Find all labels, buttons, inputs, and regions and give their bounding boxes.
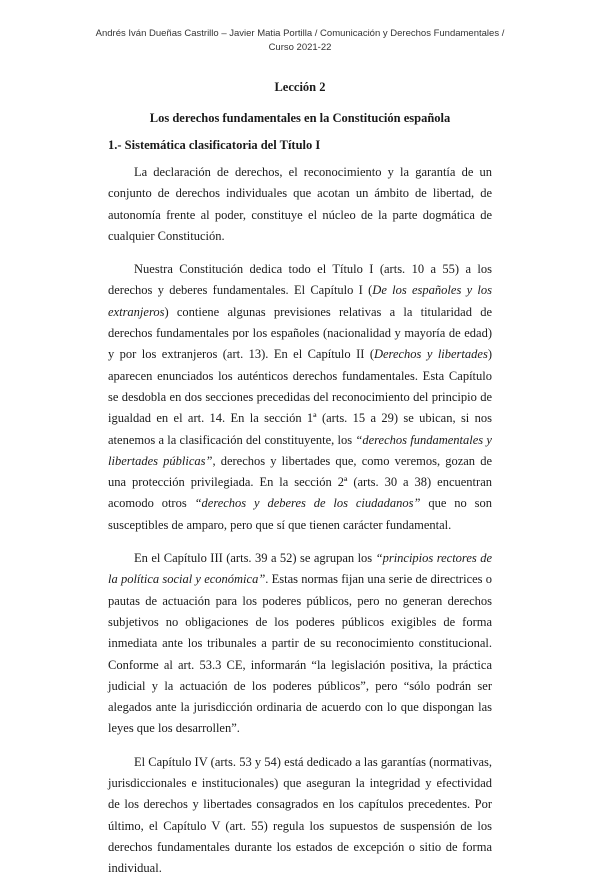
body-text [108,162,492,892]
paragraph-3-text-c: . Estas normas fijan una serie de directrices o pautas de actuación para los poderes públicos, pero no generan derechos subjetivos no obligaciones de los poderes públicos exigibles de forma inmediata ante los tribunales a partir de su reconocimiento constitucional. Conforme al art. 53.3 CE, informarán “la legislación positiva, la práctica judicial y la actuación de los poderes públicos”, pero “sólo podrán ser alegados ante la jurisdicción ordinaria de acuerdo con lo que dispongan las leyes que los desarrollen”. [108,572,492,736]
paragraph-3-text-a: En el Capítulo III (arts. 39 a 52) se agrupan los [134,551,376,566]
header-course-line: Curso 2021-22 [268,42,332,53]
chapter-2-title: Derechos y libertades [373,347,488,362]
quote-fundamental-rights: “derechos fundamentales y libertades públicas” [108,432,492,468]
paragraph-3 [108,548,492,740]
chapter-1-title: De los españoles y los extranjeros [108,283,493,319]
paragraph-2-text-i: que no son susceptibles de amparo, pero que sí que tienen carácter fundamental. [108,496,492,532]
paragraph-2-text-g: , derechos y libertades que, como veremos, gozan de una protección privilegiada. En la sección 2ª (arts. 30 a 38) encuentran acomodo otros [108,453,492,511]
section-heading: 1.- Sistemática clasificatoria del Título I [108,138,321,152]
main-title: Los derechos fundamentales en la Constitución española [149,111,451,125]
quote-citizen-rights: “derechos y deberes de los ciudadanos” [194,496,421,511]
quote-guiding-principles: “principios rectores de la política social y económica” [108,551,492,587]
header-authors-line: Andrés Iván Dueñas Castrillo – Javier Matia Portilla / Comunicación y Derechos Fundamentales / [95,28,505,39]
paragraph-2 [108,259,492,536]
paragraph-2-text-a: Nuestra Constitución dedica todo el Título I (arts. 10 a 55) a los derechos y deberes fundamentales. El Capítulo I ( [108,262,492,298]
page-header [60,27,540,55]
paragraph-2-text-e: ) aparecen enunciados los auténticos derechos fundamentales. Esta Capítulo se desdobla en dos secciones precedidas del reconocimiento del principio de igualdad en el art. 14. En la sección 1ª (arts. 15 a 29) se ubican, si nos atenemos a la clasificación del constituyente, los [108,347,492,447]
paragraph-1: La declaración de derechos, el reconocimiento y la garantía de un conjunto de derechos individuales que acotan un ámbito de libertad, de autonomía frente al poder, constituye el núcleo de la parte dogmática de cualquier Constitución. [108,165,492,243]
paragraph-4: El Capítulo IV (arts. 53 y 54) está dedicado a las garantías (normativas, jurisdiccionales e institucionales) que aseguran la integridad y efectividad de los derechos y libertades consagrados en los capítulos precedentes. Por último, el Capítulo V (art. 55) regula los supuestos de suspensión de los derechos fundamentales durante los estados de excepción o sitio de forma individual. [108,754,492,876]
lesson-title: Lección 2 [274,80,326,94]
paragraph-2-text-c: ) contiene algunas previsiones relativas a la titularidad de derechos fundamentales por los españoles (nacionalidad y mayoría de edad) y por los extranjeros (art. 13). En el Capítulo II ( [108,304,492,362]
